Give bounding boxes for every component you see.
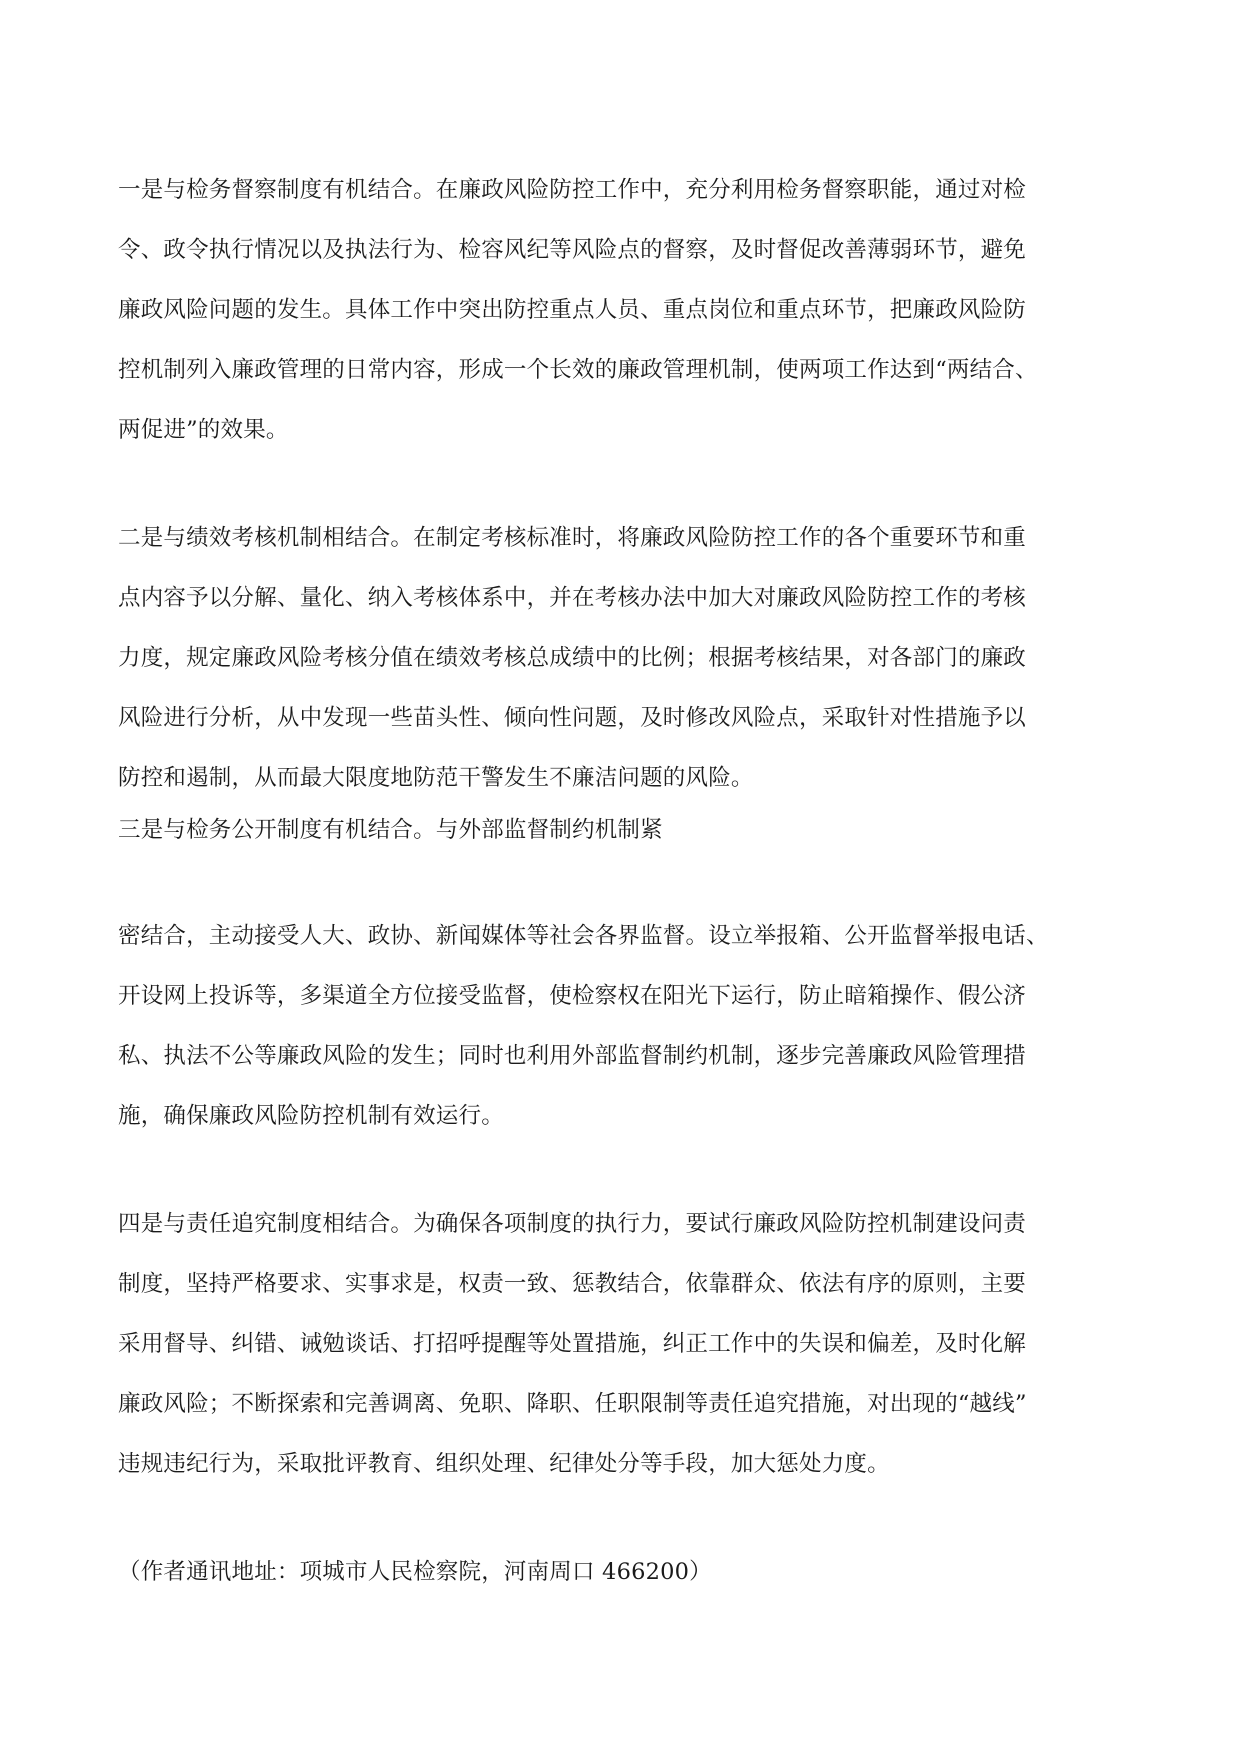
paragraph-4-line-2: 制度，坚持严格要求、实事求是，权责一致、惩教结合，依靠群众、依法有序的原则，主要 bbox=[118, 1271, 1027, 1297]
paragraph-4-line-4: 廉政风险；不断探索和完善调离、免职、降职、任职限制等责任追究措施，对出现的“越线” bbox=[118, 1391, 1027, 1417]
paragraph-2-line-6: 三是与检务公开制度有机结合。与外部监督制约机制紧 bbox=[118, 817, 663, 843]
paragraph-3-line-2: 开设网上投诉等，多渠道全方位接受监督，使检察权在阳光下运行，防止暗箱操作、假公济 bbox=[118, 983, 1027, 1009]
paragraph-2-line-3: 力度，规定廉政风险考核分值在绩效考核总成绩中的比例；根据考核结果，对各部门的廉政 bbox=[118, 645, 1027, 671]
paragraph-3-line-3: 私、执法不公等廉政风险的发生；同时也利用外部监督制约机制，逐步完善廉政风险管理措 bbox=[118, 1043, 1027, 1069]
paragraph-1-line-1: 一是与检务督察制度有机结合。在廉政风险防控工作中，充分利用检务督察职能，通过对检 bbox=[118, 177, 1027, 203]
paragraph-4-line-5: 违规违纪行为，采取批评教育、组织处理、纪律处分等手段，加大惩处力度。 bbox=[118, 1451, 890, 1477]
paragraph-3-line-1: 密结合，主动接受人大、政协、新闻媒体等社会各界监督。设立举报箱、公开监督举报电话、 bbox=[118, 923, 1049, 949]
paragraph-4-line-3: 采用督导、纠错、诫勉谈话、打招呼提醒等处置措施，纠正工作中的失误和偏差，及时化解 bbox=[118, 1331, 1027, 1357]
paragraph-1-line-3: 廉政风险问题的发生。具体工作中突出防控重点人员、重点岗位和重点环节，把廉政风险防 bbox=[118, 297, 1027, 323]
paragraph-2-line-5: 防控和遏制，从而最大限度地防范干警发生不廉洁问题的风险。 bbox=[118, 765, 754, 791]
paragraph-2-line-4: 风险进行分析，从中发现一些苗头性、倾向性问题，及时修改风险点，采取针对性措施予以 bbox=[118, 705, 1027, 731]
paragraph-2-line-1: 二是与绩效考核机制相结合。在制定考核标准时，将廉政风险防控工作的各个重要环节和重 bbox=[118, 525, 1027, 551]
author-address: （作者通讯地址：项城市人民检察院，河南周口 466200） bbox=[118, 1559, 712, 1585]
paragraph-1-line-4: 控机制列入廉政管理的日常内容，形成一个长效的廉政管理机制，使两项工作达到“两结合、 bbox=[118, 357, 1038, 383]
paragraph-1-line-2: 令、政令执行情况以及执法行为、检容风纪等风险点的督察，及时督促改善薄弱环节，避免 bbox=[118, 237, 1027, 263]
paragraph-4-line-1: 四是与责任追究制度相结合。为确保各项制度的执行力，要试行廉政风险防控机制建设问责 bbox=[118, 1211, 1027, 1237]
paragraph-3-line-4: 施，确保廉政风险防控机制有效运行。 bbox=[118, 1103, 504, 1129]
paragraph-2-line-2: 点内容予以分解、量化、纳入考核体系中，并在考核办法中加大对廉政风险防控工作的考核 bbox=[118, 585, 1027, 611]
paragraph-1-line-5: 两促进”的效果。 bbox=[118, 417, 289, 443]
